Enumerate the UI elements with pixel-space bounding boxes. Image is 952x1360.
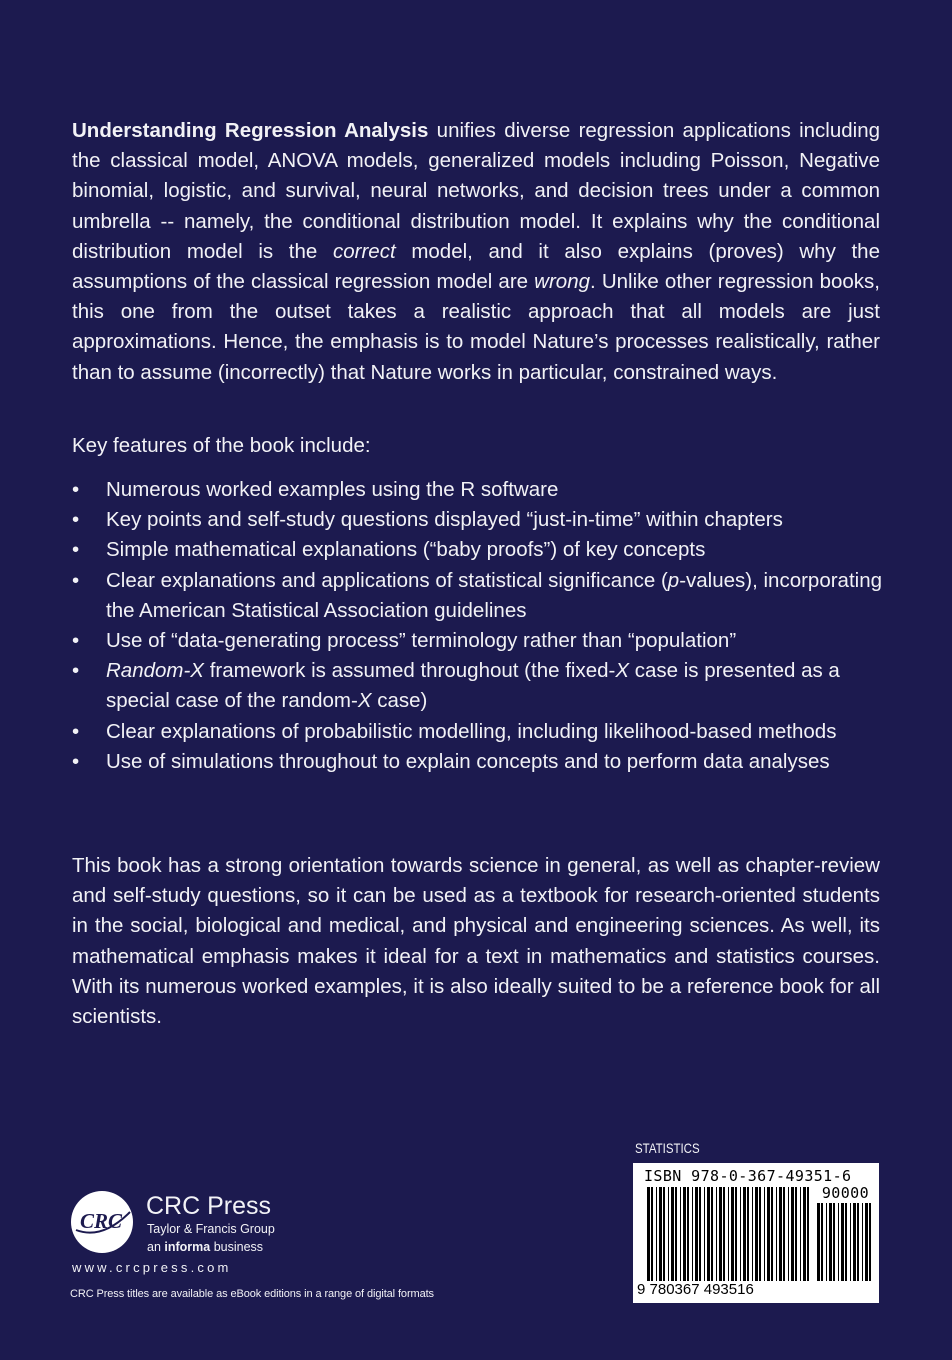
barcode-bar bbox=[719, 1187, 722, 1281]
barcode-bar bbox=[865, 1203, 868, 1281]
barcode-bar bbox=[857, 1203, 859, 1281]
bullet-icon: • bbox=[72, 659, 80, 683]
barcode-bar bbox=[680, 1187, 681, 1281]
barcode-bar bbox=[663, 1187, 665, 1281]
barcode-bar bbox=[656, 1187, 657, 1281]
barcode-bar bbox=[833, 1203, 835, 1281]
barcode-bar bbox=[779, 1187, 782, 1281]
feature-item: • Use of simulations throughout to explain concepts and to perform data analyses bbox=[72, 747, 892, 777]
crc-logo-icon bbox=[70, 1190, 134, 1254]
isbn-barcode bbox=[633, 1163, 879, 1303]
feature-item: • Clear explanations and applications of statistical significance (p-values), incorporating the American Statistical Association guidelines bbox=[72, 566, 892, 626]
barcode-bar bbox=[771, 1187, 773, 1281]
barcode-bar bbox=[869, 1203, 871, 1281]
barcode-bar bbox=[767, 1187, 770, 1281]
feature-item: • Use of “data-generating process” terminology rather than “population” bbox=[72, 626, 892, 656]
barcode-bar bbox=[716, 1187, 717, 1281]
publisher-url: www.crcpress.com bbox=[72, 1260, 232, 1275]
publisher-group: Taylor & Francis Group bbox=[147, 1222, 275, 1236]
barcode-bar bbox=[743, 1187, 746, 1281]
publisher-name: CRC Press bbox=[146, 1192, 272, 1220]
barcode-bar bbox=[659, 1187, 662, 1281]
barcode-bar bbox=[791, 1187, 794, 1281]
barcode-bar bbox=[752, 1187, 753, 1281]
bullet-icon: • bbox=[72, 538, 80, 562]
feature-item: • Random-X framework is assumed throughout (the fixed-X case is presented as a special case of the random-X case) bbox=[72, 656, 892, 716]
barcode-bar bbox=[838, 1203, 839, 1281]
barcode-bar bbox=[687, 1187, 689, 1281]
barcode-digits: 9 780367 493516 bbox=[637, 1281, 754, 1298]
barcode-bar bbox=[850, 1203, 851, 1281]
bullet-icon: • bbox=[72, 749, 80, 773]
barcode-bar bbox=[776, 1187, 777, 1281]
barcode-bar bbox=[647, 1187, 650, 1281]
bullet-icon: • bbox=[72, 508, 80, 532]
barcode-bar bbox=[711, 1187, 713, 1281]
book-title: Understanding Regression Analysis bbox=[72, 119, 429, 142]
barcode-bar bbox=[821, 1203, 823, 1281]
description-paragraph: Understanding Regression Analysis unifies diverse regression applications including the classical model, ANOVA models, generalized models including Poisson, Negative binomial, logistic, and survival, neural networks, and decision trees under a common umbrella -- namely, the conditional distribution model. It explains why the conditional distribution model is the correct model, and it also explains (proves) why the assumptions of the classical regression model are wrong. Unlike other regression books, this one from the outset takes a realistic approach that all models are just approximations. Hence, the emphasis is to model Nature’s processes realistically, rather than to assume (incorrectly) that Nature works in particular, constrained ways. bbox=[72, 119, 881, 384]
barcode-bar bbox=[740, 1187, 741, 1281]
price-code: 90000 bbox=[821, 1184, 869, 1202]
barcode-bar bbox=[795, 1187, 797, 1281]
isbn-number: ISBN 978-0-367-49351-6 bbox=[644, 1167, 852, 1185]
barcode-bar bbox=[817, 1203, 820, 1281]
barcode-bar bbox=[731, 1187, 734, 1281]
barcode-bar bbox=[692, 1187, 693, 1281]
barcode-bar bbox=[668, 1187, 669, 1281]
barcode-bar bbox=[704, 1187, 705, 1281]
barcode-bar bbox=[683, 1187, 686, 1281]
features-intro: Key features of the book include: bbox=[72, 434, 371, 457]
barcode-bar bbox=[699, 1187, 701, 1281]
feature-item: • Numerous worked examples using the R software bbox=[72, 475, 892, 505]
barcode-bar bbox=[807, 1187, 809, 1281]
barcode-bar bbox=[829, 1203, 832, 1281]
barcode-bar bbox=[800, 1187, 801, 1281]
feature-item: • Clear explanations of probabilistic modelling, including likelihood-based methods bbox=[72, 717, 892, 747]
ebook-note: CRC Press titles are available as eBook editions in a range of digital formats bbox=[70, 1288, 434, 1300]
barcode-bar bbox=[826, 1203, 827, 1281]
barcode-bar bbox=[723, 1187, 725, 1281]
bullet-icon: • bbox=[72, 568, 80, 592]
barcode-bar bbox=[759, 1187, 761, 1281]
svg-text:CRC: CRC bbox=[79, 1209, 123, 1233]
barcode-bar bbox=[841, 1203, 844, 1281]
bullet-icon: • bbox=[72, 629, 80, 653]
barcode-bar bbox=[735, 1187, 737, 1281]
feature-item: • Key points and self-study questions displayed “just-in-time” within chapters bbox=[72, 505, 892, 535]
barcode-bar bbox=[803, 1187, 806, 1281]
feature-item: • Simple mathematical explanations (“baby proofs”) of key concepts bbox=[72, 535, 892, 565]
closing-paragraph: This book has a strong orientation towards science in general, as well as chapter-review and self-study questions, so it can be used as a textbook for research-oriented students in the social, biological and medical, and physical and engineering sciences. As well, its mathematical emphasis makes it ideal for a text in mathematics and statistics courses. With its numerous worked examples, it is also ideally suited to be a reference book for all scientists. bbox=[72, 854, 880, 1029]
barcode-bar bbox=[783, 1187, 785, 1281]
barcode-bar bbox=[728, 1187, 729, 1281]
features-list bbox=[72, 475, 892, 777]
barcode-bar bbox=[675, 1187, 677, 1281]
barcode-bar bbox=[707, 1187, 710, 1281]
bullet-icon: • bbox=[72, 719, 80, 743]
barcode-bar bbox=[755, 1187, 758, 1281]
barcode-bar bbox=[764, 1187, 765, 1281]
barcode-bar bbox=[695, 1187, 698, 1281]
category-label: STATISTICS bbox=[635, 1140, 700, 1156]
barcode-bar bbox=[853, 1203, 856, 1281]
barcode-bar bbox=[862, 1203, 863, 1281]
barcode-bar bbox=[747, 1187, 749, 1281]
bullet-icon: • bbox=[72, 478, 80, 501]
barcode-bar bbox=[671, 1187, 674, 1281]
barcode-bar bbox=[651, 1187, 653, 1281]
barcode-bar bbox=[788, 1187, 789, 1281]
publisher-parent: an informa business bbox=[147, 1240, 264, 1254]
barcode-bar bbox=[845, 1203, 847, 1281]
